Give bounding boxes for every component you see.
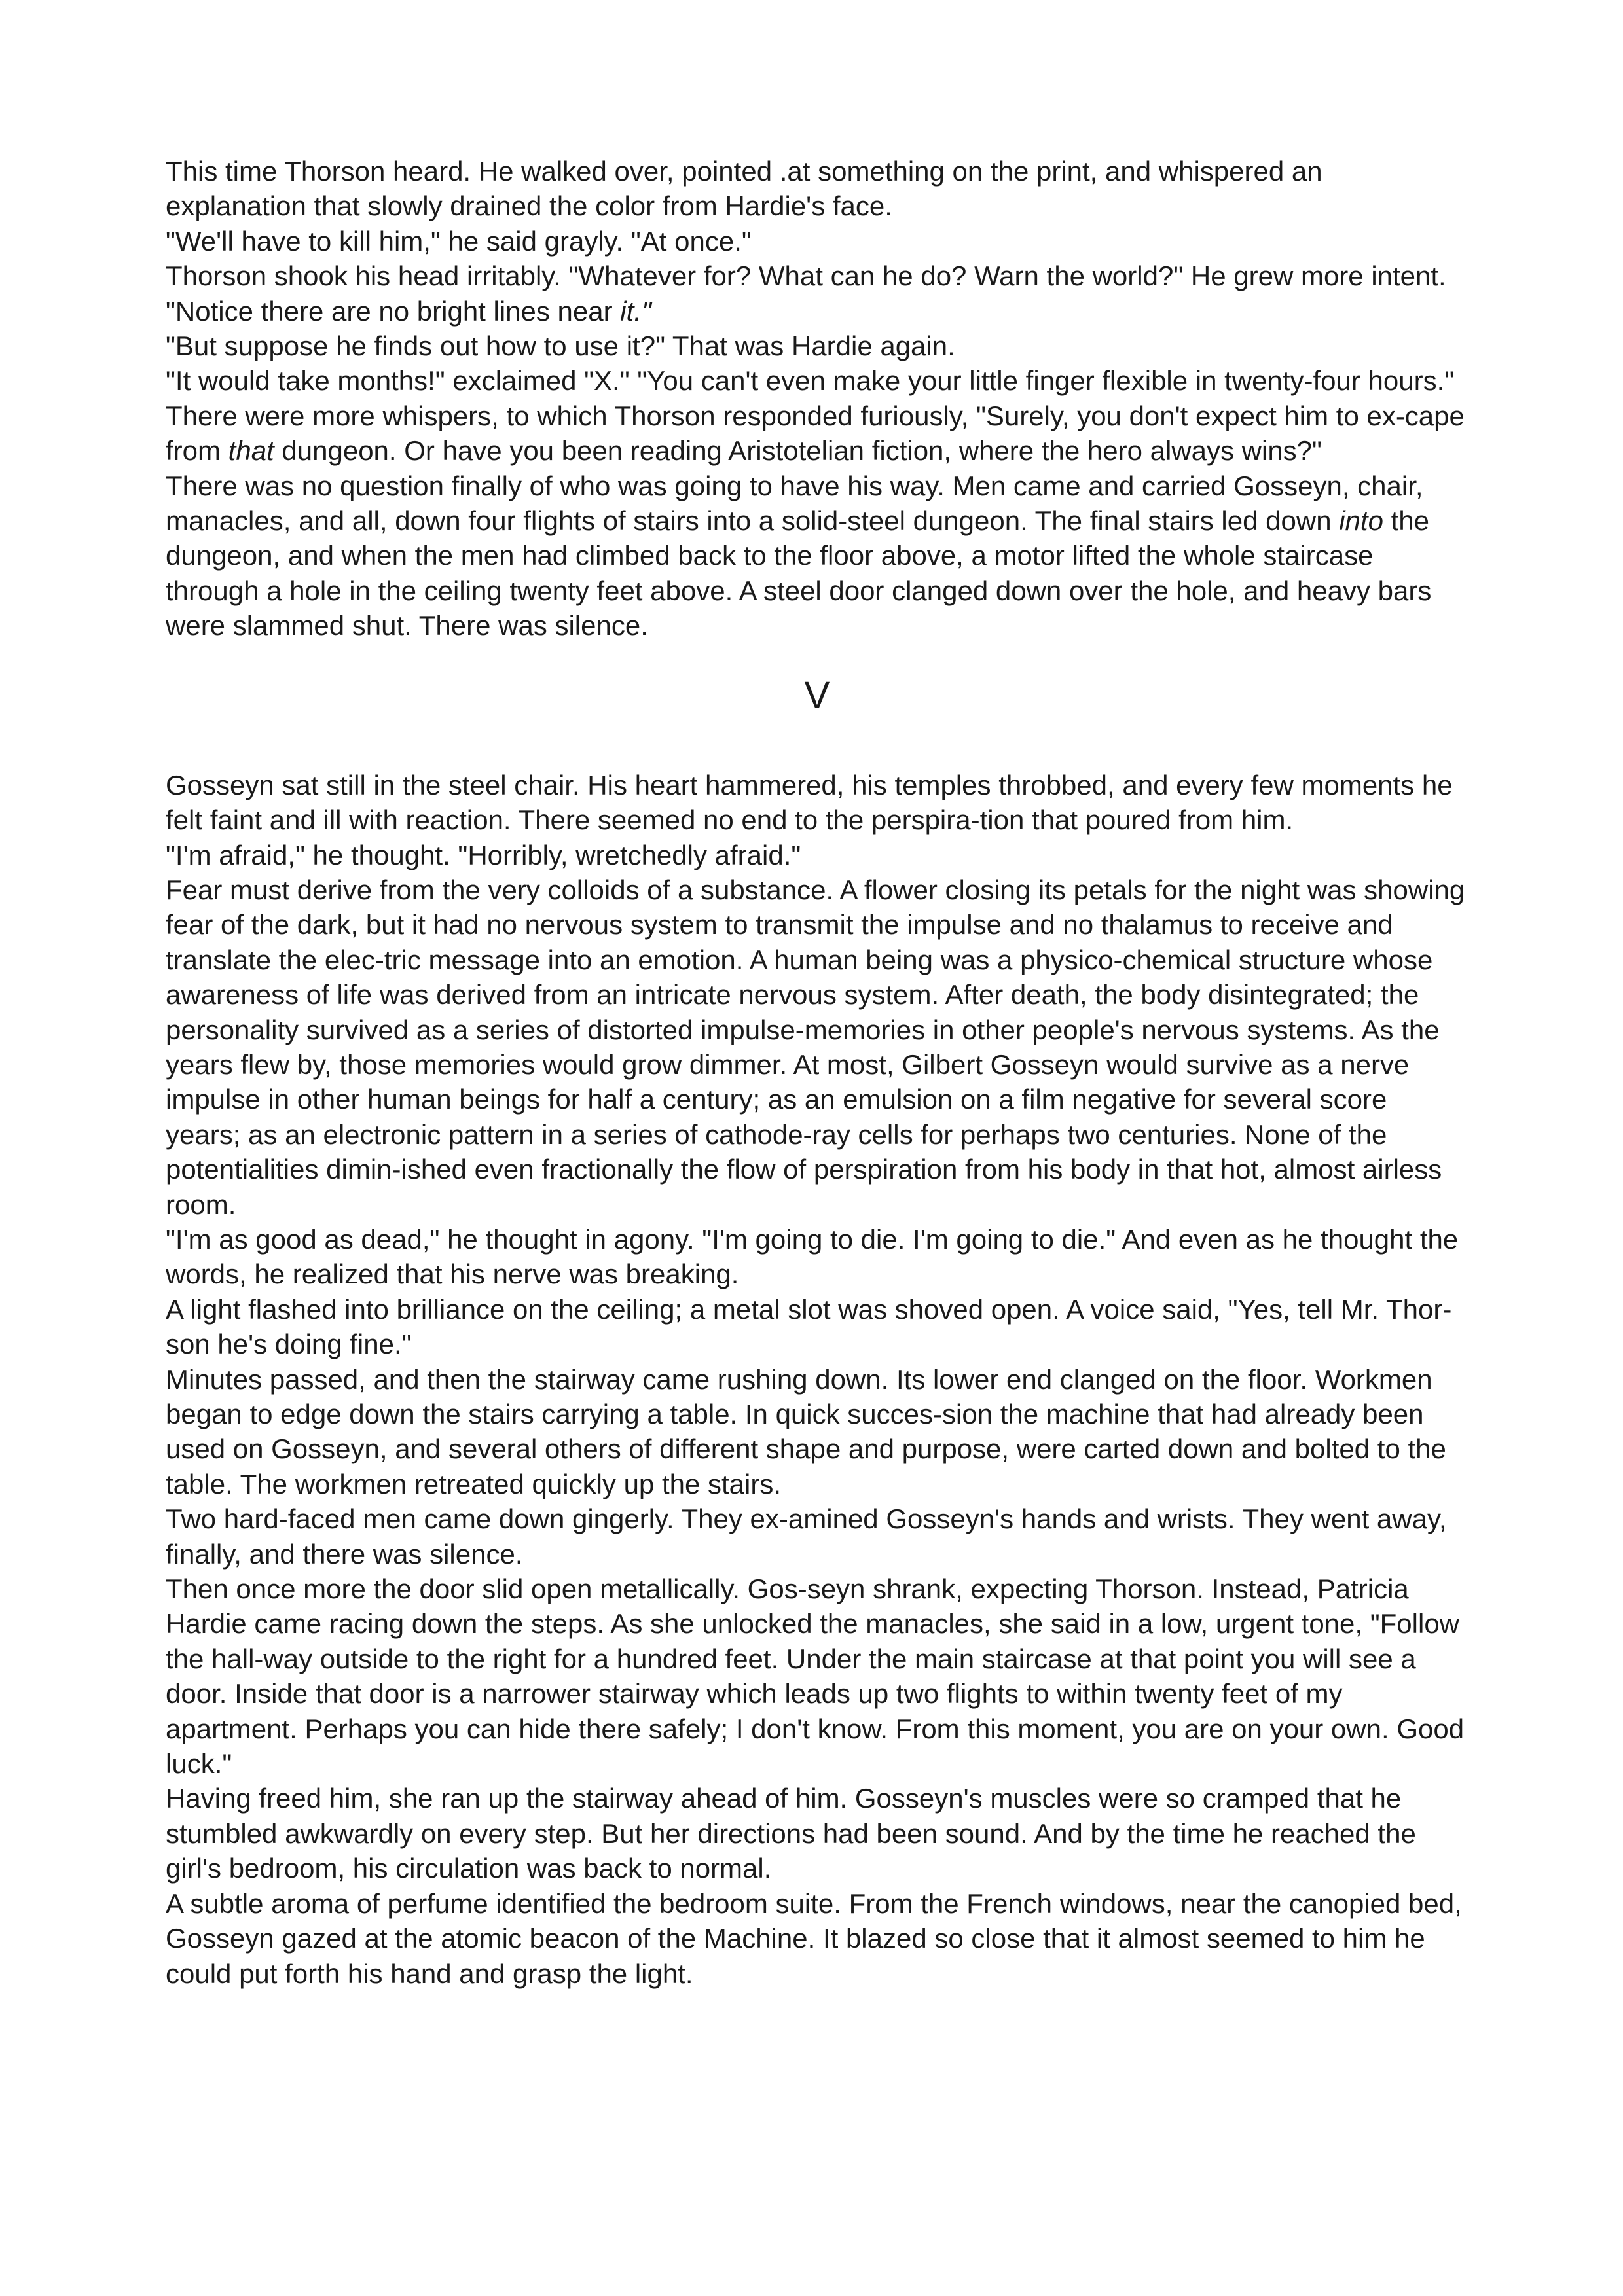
paragraph: A light flashed into brilliance on the ceiling; a metal slot was shoved open. A voice said, "Yes, tell Mr. Thor-son he's doing fine." [166, 1293, 1452, 1360]
paragraph-text: There was no question finally of who was going to have his way. Men came and carried Gosseyn, chair, manacles, and all, down four flights of stairs into a solid-steel dungeon. The final stairs led down [166, 470, 1423, 537]
paragraph-text: There were more whispers, to which Thorson responded furiously, "Surely, you don't expect him to ex-cape from [166, 400, 1465, 467]
paragraph [166, 469, 1468, 643]
paragraph: A subtle aroma of perfume identified the bedroom suite. From the French windows, near the canopied bed, Gosseyn gazed at the atomic beacon of the Machine. It blazed so close that it almost seemed to him he could put forth his hand and grasp the light. [166, 1888, 1462, 1989]
paragraph: This time Thorson heard. He walked over, pointed .at something on the print, and whispered an explanation that slowly drained the color from Hardie's face. [166, 156, 1322, 222]
paragraph: Gosseyn sat still in the steel chair. His heart hammered, his temples throbbed, and every few moments he felt faint and ill with reaction. There seemed no end to the perspira-tion that poured from him. [166, 769, 1453, 836]
paragraph [166, 399, 1468, 469]
paragraph: "I'm as good as dead," he thought in agony. "I'm going to die. I'm going to die." And even as he thought the words, he realized that his nerve was breaking. [166, 1223, 1459, 1290]
paragraph: "I'm afraid," he thought. "Horribly, wretchedly afraid." [166, 839, 801, 870]
paragraph: "It would take months!" exclaimed "X." "You can't even make your little finger flexible in twenty-four hours." [166, 365, 1455, 397]
paragraph-text: dungeon. Or have you been reading Aristotelian fiction, where the hero always wins?" [274, 435, 1322, 467]
paragraph: "But suppose he finds out how to use it?" That was Hardie again. [166, 331, 955, 362]
emphasis-text: into [1339, 505, 1383, 537]
paragraph: Having freed him, she ran up the stairway ahead of him. Gosseyn's muscles were so cramped that he stumbled awkwardly on every step. But her directions had been sound. And by the time he reached the girl's bedroom, his circulation was back to normal. [166, 1783, 1416, 1884]
chapter-heading: V [804, 673, 830, 717]
paragraph-text: Thorson shook his head irritably. "Whatever for? What can he do? Warn the world?" He grew more intent. "Notice there are no bright lines near [166, 260, 1446, 327]
paragraph: Then once more the door slid open metallically. Gos-seyn shrank, expecting Thorson. Instead, Patricia Hardie came racing down the steps. As she unlocked the manacles, she said in a low, urgent tone, "Follow the hall-way outside to the right for a hundred feet. Under the main staircase at that point you will see a door. Inside that door is a narrower stairway which leads up two flights to within twenty feet of my apartment. Perhaps you can hide there safely; I don't know. From this moment, you are on your own. Good luck." [166, 1573, 1465, 1780]
emphasis-text: it." [620, 295, 651, 327]
document-page [166, 154, 1468, 1991]
paragraph: Fear must derive from the very colloids of a substance. A flower closing its petals for the night was showing fear of the dark, but it had no nervous system to transmit the impulse and no thalamus to receive and translate the elec-tric message into an emotion. A human being was a physico-chemical structure whose awareness of life was derived from an intricate nervous system. After death, the body disintegrated; the personality survived as a series of distorted impulse-memories in other people's nervous systems. As the years flew by, those memories would grow dimmer. At most, Gilbert Gosseyn would survive as a nerve impulse in other human beings for half a century; as an emulsion on a film negative for several score years; as an electronic pattern in a series of cathode-ray cells for perhaps two centuries. None of the potentialities dimin-ished even fractionally the flow of perspiration from his body in that hot, almost airless room. [166, 874, 1465, 1220]
paragraph [166, 259, 1468, 329]
emphasis-text: that [228, 435, 274, 467]
paragraph: Two hard-faced men came down gingerly. They ex-amined Gosseyn's hands and wrists. They went away, finally, and there was silence. [166, 1503, 1447, 1570]
paragraph: Minutes passed, and then the stairway came rushing down. Its lower end clanged on the floor. Workmen began to edge down the stairs carrying a table. In quick succes-sion the machine that had already been used on Gosseyn, and several others of different shape and purpose, were carted down and bolted to the table. The workmen retreated quickly up the stairs. [166, 1363, 1446, 1499]
paragraph: "We'll have to kill him," he said grayly. "At once." [166, 225, 752, 257]
paragraph-text: the dungeon, and when the men had climbed back to the floor above, a motor lifted the whole staircase through a hole in the ceiling twenty feet above. A steel door clanged down over the hole, and heavy bars were slammed shut. There was silence. [166, 505, 1432, 641]
